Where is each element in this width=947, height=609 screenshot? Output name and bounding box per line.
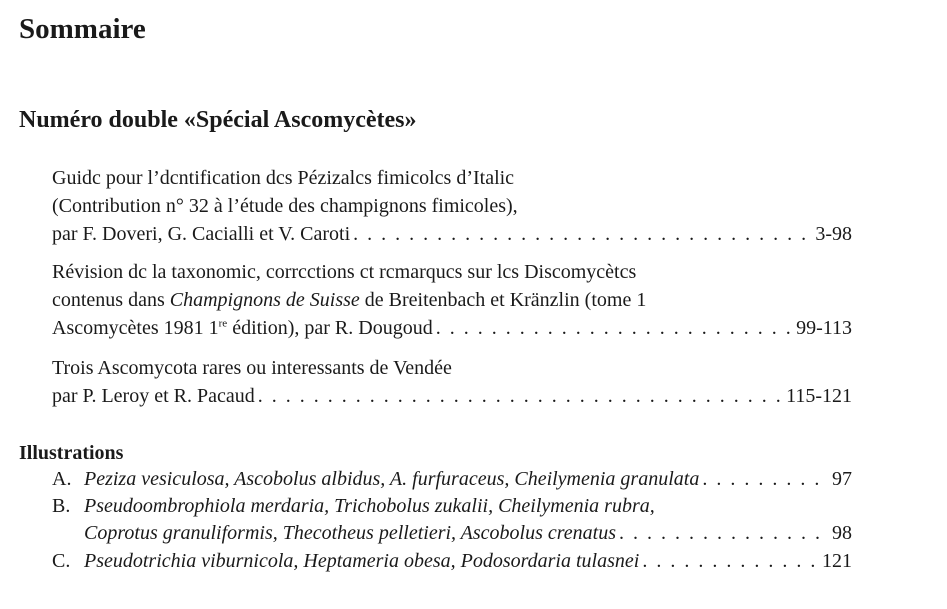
dot-leader [258,382,783,410]
entry-text: de Breitenbach et Kränzlin (tome 1 [359,289,647,311]
illustration-species: Pseudotrichia viburnicola, Heptameria obesa, Podosordaria tulasnei [84,550,640,572]
illustration-line [52,493,852,520]
dot-leader [619,520,829,547]
entry-pages: 115-121 [786,385,852,407]
illustration-entry-c [52,548,852,575]
entry-line: (Contribution n° 32 à l’étude des champignons fimicoles), [52,195,518,217]
entry-authors: par P. Leroy et R. Pacaud [52,385,255,407]
entry-authors: par F. Doveri, G. Cacialli et V. Caroti [52,223,351,245]
illustration-line [52,466,852,493]
entry-text: Ascomycètes 1981 1 [52,317,219,339]
section-title: Numéro double «Spécial Ascomycètes» [19,107,417,133]
entry-text: contenus dans [52,289,170,311]
toc-entry-2 [52,258,852,342]
illustration-letter: A. [52,468,72,490]
toc-entry-1 [52,164,852,248]
illustration-species: Pseudoombrophiola merdaria, Trichobolus zukalii, Cheilymenia rubra, [84,495,655,517]
page-title: Sommaire [19,13,146,45]
entry-line [52,286,852,314]
dot-leader [642,548,819,575]
illustration-pages: 97 [832,468,852,490]
illustration-entry-b [52,493,852,547]
illustration-letter: B. [52,495,71,517]
entry-last-line [52,314,852,342]
entry-last-line [52,382,852,410]
entry-line: Trois Ascomycota rares ou interessants de Vendée [52,357,452,379]
entry-authors [52,314,433,342]
entry-line: Révision dc la taxonomic, corrcctions ct rcmarqucs sur lcs Discomycètcs [52,261,637,283]
dot-leader [353,220,812,248]
illustration-pages: 121 [822,550,852,572]
book-title: Champignons de Suisse [169,289,360,311]
entry-pages: 3-98 [815,223,852,245]
entry-text: édition), par R. Dougoud [227,317,433,339]
toc-entry-3 [52,354,852,410]
ordinal-superscript: re [218,317,228,330]
dot-leader [702,466,829,493]
illustration-entry-a [52,466,852,493]
illustration-species: Coprotus granuliformis, Thecotheus pelletieri, Ascobolus crenatus [84,522,617,544]
illustration-letter: C. [52,550,71,572]
illustration-line [52,548,852,575]
entry-pages: 99-113 [796,317,852,339]
illustration-text-wrap [52,548,639,575]
illustration-line [52,520,852,547]
illustrations-heading: Illustrations [19,442,124,464]
illustration-pages: 98 [832,522,852,544]
dot-leader [436,314,793,342]
illustration-species: Peziza vesiculosa, Ascobolus albidus, A. furfuraceus, Cheilymenia granulata [84,468,700,490]
entry-line: Guidc pour l’dcntification dcs Pézizalcs fimicolcs d’Italic [52,167,515,189]
entry-last-line [52,220,852,248]
illustration-text-wrap [52,466,699,493]
